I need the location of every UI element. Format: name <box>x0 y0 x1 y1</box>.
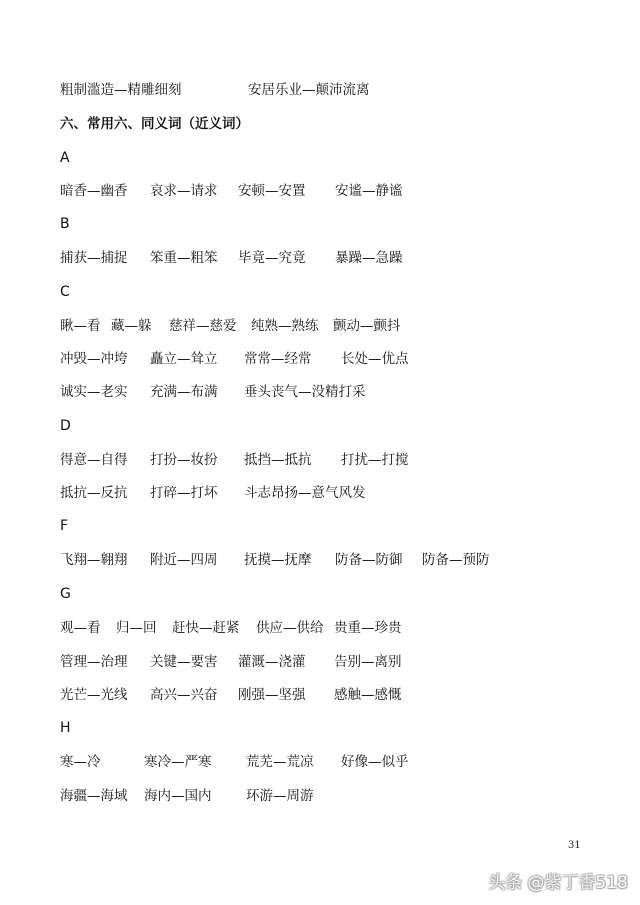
word-pair: 打扰—打搅 <box>341 452 409 468</box>
word-pair: 得意—自得 <box>60 452 128 468</box>
word-pair: 防备—防御 <box>335 552 403 568</box>
word-pair: 灌溉—浇灌 <box>238 654 306 670</box>
word-pair: 归—回 <box>116 620 157 636</box>
word-pair: 管理—治理 <box>60 654 128 670</box>
word-pair: 笨重—粗笨 <box>150 250 218 266</box>
word-pair: 藏—躲 <box>111 318 152 334</box>
group-letter: C <box>60 284 70 300</box>
word-pair: 抵挡—抵抗 <box>244 452 312 468</box>
word-pair: 诚实—老实 <box>60 384 128 400</box>
watermark: 头条 @紫丁香518 <box>488 873 628 893</box>
word-pair: 荒芜—荒凉 <box>246 754 314 770</box>
word-pair: 垂头丧气—没精打采 <box>244 384 366 400</box>
word-pair: 供应—供给 <box>256 620 324 636</box>
word-pair: 充满—布满 <box>150 384 218 400</box>
word-pair: 粗制滥造—精雕细刻 <box>60 82 182 98</box>
word-pair: 光芒—光线 <box>60 687 128 703</box>
word-pair: 哀求—请求 <box>150 183 218 199</box>
word-pair: 暗香—幽香 <box>60 183 128 199</box>
word-pair: 寒冷—严寒 <box>144 754 212 770</box>
word-pair: 观—看 <box>60 620 101 636</box>
page-number: 31 <box>568 840 581 851</box>
word-pair: 瞅—看 <box>60 318 101 334</box>
group-letter: B <box>60 216 70 232</box>
group-letter: G <box>60 586 71 602</box>
word-pair: 暴躁—急躁 <box>335 250 403 266</box>
group-letter: H <box>60 720 71 736</box>
word-pair: 寒—冷 <box>60 754 101 770</box>
word-pair: 防备—预防 <box>422 552 490 568</box>
word-pair: 长处—优点 <box>341 351 409 367</box>
word-pair: 感触—感慨 <box>334 687 402 703</box>
word-pair: 贵重—珍贵 <box>334 620 402 636</box>
word-pair: 高兴—兴奋 <box>150 687 218 703</box>
word-pair: 纯熟—熟练 <box>251 318 319 334</box>
word-pair: 附近—四周 <box>150 552 218 568</box>
word-pair: 赶快—赶紧 <box>172 620 240 636</box>
word-pair: 捕获—捕捉 <box>60 250 128 266</box>
word-pair: 飞翔—翱翔 <box>60 552 128 568</box>
word-pair: 好像—似乎 <box>341 754 409 770</box>
word-pair: 海内—国内 <box>144 788 212 804</box>
word-pair: 安顿—安置 <box>238 183 306 199</box>
word-pair: 斗志昂扬—意气风发 <box>244 485 366 501</box>
word-pair: 告别—离别 <box>334 654 402 670</box>
word-pair: 刚强—坚强 <box>238 687 306 703</box>
group-letter: A <box>60 150 70 166</box>
word-pair: 常常—经常 <box>244 351 312 367</box>
word-pair: 矗立—耸立 <box>150 351 218 367</box>
word-pair: 关键—要害 <box>150 654 218 670</box>
word-pair: 抵抗—反抗 <box>60 485 128 501</box>
word-pair: 毕竟—究竟 <box>238 250 306 266</box>
word-pair: 打扮—妆扮 <box>150 452 218 468</box>
word-pair: 打碎—打坏 <box>150 485 218 501</box>
word-pair: 抚摸—抚摩 <box>244 552 312 568</box>
word-pair: 安谧—静谧 <box>335 183 403 199</box>
word-pair: 颤动—颤抖 <box>333 318 401 334</box>
section-heading: 六、常用六、同义词（近义词） <box>60 116 249 132</box>
word-pair: 冲毁—冲垮 <box>60 351 128 367</box>
word-pair: 安居乐业—颠沛流离 <box>248 82 370 98</box>
group-letter: D <box>60 418 71 434</box>
word-pair: 环游—周游 <box>246 788 314 804</box>
group-letter: F <box>60 518 69 534</box>
word-pair: 慈祥—慈爱 <box>169 318 237 334</box>
word-pair: 海疆—海域 <box>60 788 128 804</box>
